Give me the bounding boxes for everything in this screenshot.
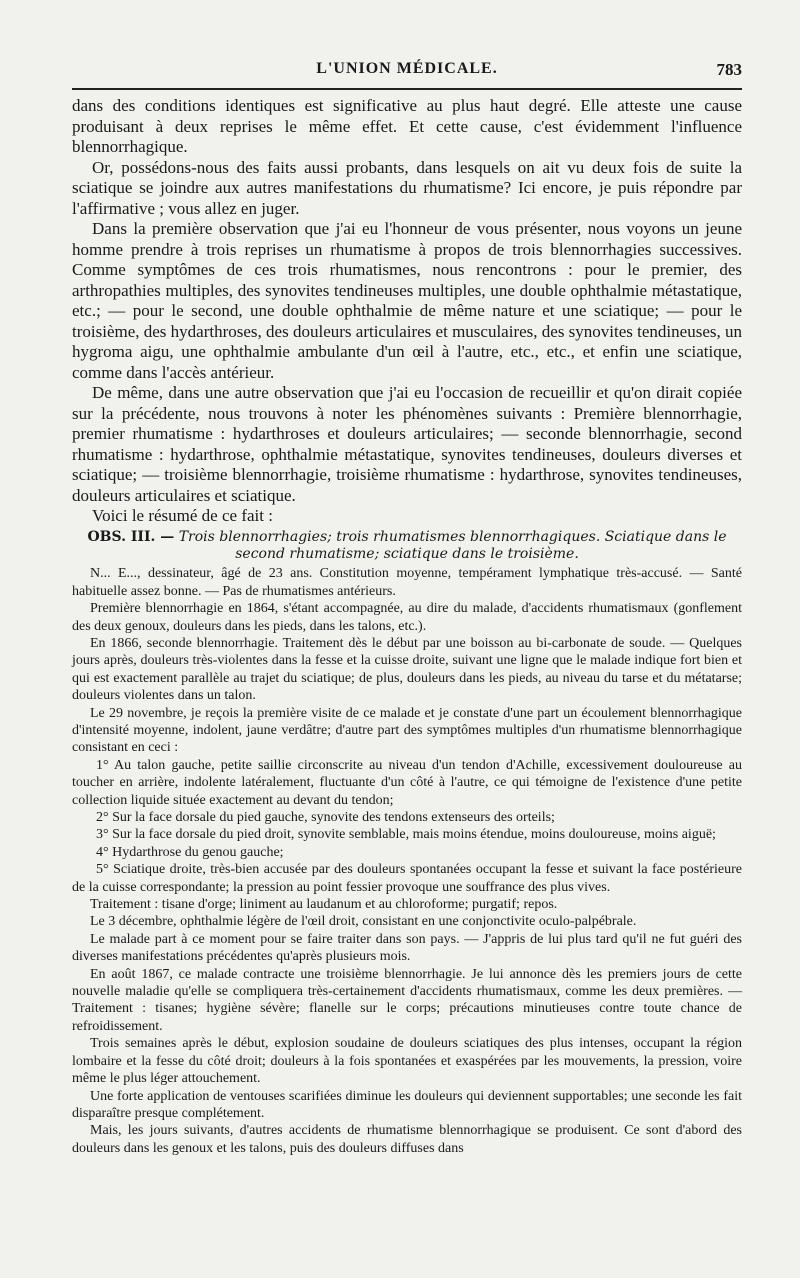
case-paragraph: Trois semaines après le début, explosion soudaine de douleurs sciatiques des plus intenses, occupant la région lombaire et la fesse du côté droit; douleurs à la fois spontanées et exaspérées par les mouvements, la pression, voire même le plus léger attouchement.: [72, 1036, 742, 1087]
symptom-list-item: 3° Sur la face dorsale du pied droit, synovite semblable, mais moins étendue, moins douloureuse, moins aiguë;: [96, 827, 716, 843]
case-paragraph: N... E..., dessinateur, âgé de 23 ans. Constitution moyenne, tempérament lymphatique très-accusé. — Santé habituelle assez bonne. — Pas de rhumatismes antérieurs.: [72, 566, 742, 599]
paragraph: Voici le résumé de ce fait :: [92, 506, 273, 525]
page-header: [72, 58, 742, 84]
running-title: L'UNION MÉDICALE.: [316, 60, 498, 77]
paragraph: De même, dans une autre observation que j'ai eu l'occasion de recueillir et qu'on dirait copiée sur la précédente, nous trouvons à noter les phénomènes suivants : Première blennorrhagie, premier rhumatisme : hydarthroses et douleurs articulaires; — seconde blennorrhagie, second rhumatisme : hydarthrose, ophthalmie métastatique, synovites tendineuses, douleurs diverses et sciatique; — troisième blennorrhagie, troisième rhumatisme : hydarthrose, synovites tendineuses, douleurs articulaires et sciatique.: [72, 383, 742, 505]
paragraph: dans des conditions identiques est significative au plus haut degré. Elle atteste une cause produisant à deux reprises le même effet. Et cette cause, c'est évidemment l'influence blennorrhagique.: [72, 96, 742, 156]
case-report: [72, 565, 742, 1157]
case-paragraph: Mais, les jours suivants, d'autres accidents de rhumatisme blennorrhagique se produisent. Ce sont d'abord des douleurs dans les genoux et les talons, puis des douleurs diffuses dans: [72, 1123, 742, 1156]
observation-title: Trois blennorrhagies; trois rhumatismes blennorrhagiques. Sciatique dans le second rhumatisme; sciatique dans le troisième.: [178, 528, 727, 562]
symptom-list-item: 1° Au talon gauche, petite saillie circonscrite au niveau d'un tendon d'Achille, excessivement douloureuse au toucher en arrière, indolente latéralement, fluctuante d'un côté à l'autre, ce qui témoigne de l'existence d'une petite collection liquide située exactement au devant du tendon;: [72, 757, 742, 808]
case-paragraph: En 1866, seconde blennorrhagie. Traitement dès le début par une boisson au bi-carbonate de soude. — Quelques jours après, douleurs très-violentes dans la fesse et la cuisse droite, suivant une ligne que le malade indique fort bien et qui est exactement parallèle au trajet du sciatique; de plus, douleurs dans les pieds, au niveau du tarse et du métatarse; douleurs violentes dans un talon.: [72, 635, 742, 704]
paragraph: Dans la première observation que j'ai eu l'honneur de vous présenter, nous voyons un jeune homme prendre à trois reprises un rhumatisme à propos de trois blennorrhagies successives. Comme symptômes de ces trois rhumatismes, nous rencontrons : pour le premier, des arthropathies multiples, des synovites tendineuses multiples, une double ophthalmie métastatique, etc.; — pour le second, une double ophthalmie de même nature et une sciatique; — pour le troisième, des hydarthroses, des douleurs articulaires et musculaires, des synovites tendineuses, un hygroma aigu, une ophthalmie ambulante d'un œil à l'autre, etc., etc., et enfin une sciatique, comme dans l'accès antérieur.: [72, 219, 742, 382]
case-paragraph: Traitement : tisane d'orge; liniment au laudanum et au chloroforme; purgatif; repos.: [90, 897, 558, 913]
case-paragraph: Une forte application de ventouses scarifiées diminue les douleurs qui deviennent supportables; une seconde les fait disparaître presque complétement.: [72, 1088, 742, 1121]
page-number: 783: [716, 60, 742, 79]
case-paragraph: Le 3 décembre, ophthalmie légère de l'œil droit, consistant en une conjonctivite oculo-palpébrale.: [90, 914, 637, 930]
case-paragraph: En août 1867, ce malade contracte une troisième blennorrhagie. Je lui annonce dès les premiers jours de cette nouvelle maladie qu'elle se compliquera très-certainement d'accidents rhumatismaux, comme les deux premières. — Traitement : tisanes; hygiène sévère; flanelle sur le corps; précautions minutieuses contre toute chance de refroidissement.: [72, 966, 742, 1034]
case-paragraph: Le 29 novembre, je reçois la première visite de ce malade et je constate d'une part un écoulement blennorrhagique d'intensité moyenne, indolent, jaune verdâtre; d'autre part des symptômes multiples d'un rhumatisme blennorrhagique consistant en ceci :: [72, 705, 742, 756]
observation-heading: [72, 529, 742, 564]
symptom-list-item: 5° Sciatique droite, très-bien accusée par des douleurs spontanées occupant la fesse et suivant la face postérieure de la cuisse correspondante; la pression au point fessier provoque une souffrance des plus vives.: [72, 862, 742, 895]
symptom-list-item: 4° Hydarthrose du genou gauche;: [96, 844, 284, 860]
case-paragraph: Le malade part à ce moment pour se faire traiter dans son pays. — J'appris de lui plus tard qu'il ne fut guéri des diverses manifestations précédentes qu'après plusieurs mois.: [72, 931, 742, 965]
header-rule: [72, 88, 742, 90]
main-text: [72, 96, 742, 527]
symptom-list-item: 2° Sur la face dorsale du pied gauche, synovite des tendons extenseurs des orteils;: [96, 810, 555, 825]
observation-label: OBS. III. —: [87, 528, 175, 545]
case-paragraph: Première blennorrhagie en 1864, s'étant accompagnée, au dire du malade, d'accidents rhumatismaux (gonflement des deux genoux, douleurs dans les pieds, dans les talons, etc.).: [72, 601, 742, 634]
paragraph: Or, possédons-nous des faits aussi probants, dans lesquels on ait vu deux fois de suite la sciatique se joindre aux autres manifestations du rhumatisme? Ici encore, je puis répondre par l'affirmative ; vous allez en juger.: [72, 157, 742, 218]
